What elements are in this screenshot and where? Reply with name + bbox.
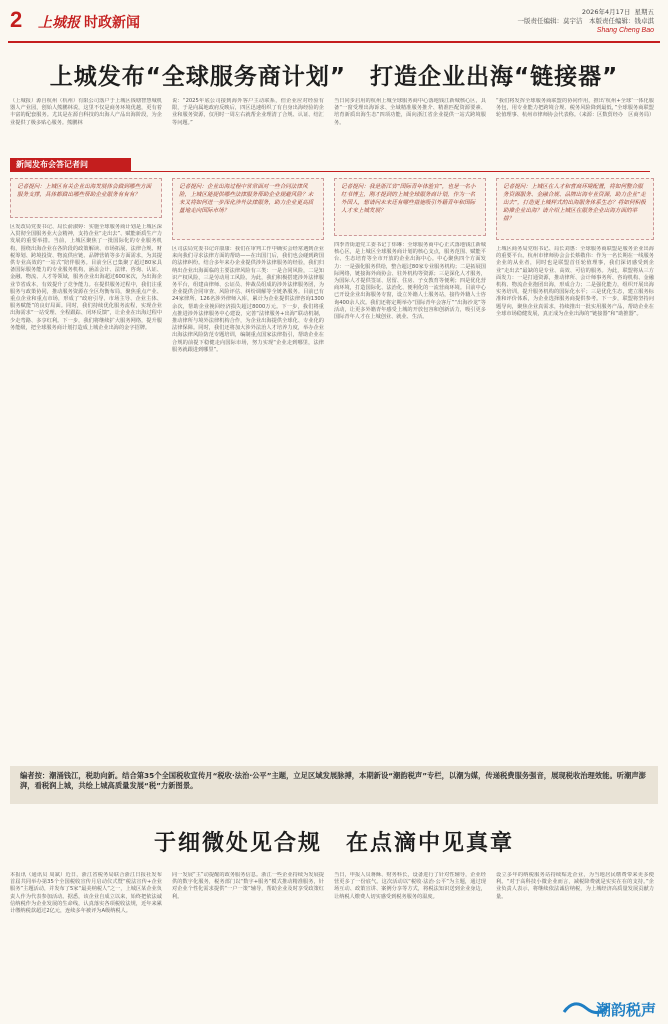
editor-note-banner: 编者按：潮涌钱江，税助向新。结合第35个全国税收宣传月“税收·法治·公平”主题，立足区域发展脉搏，本期新设“潮韵税声”专栏，以潮为媒，传递税费服务强音，展现税收治理效能。听潮声澎湃，看税润上城，共绘上城高质量发展“税”力新图景。 (10, 766, 658, 804)
lead-body-col-2: 说：“2025年底公司接到海外客户主动联系，但企业应对经验有限，于是向属地政府反映后，四区迅速组织了有自身出海经验的企业和服务资源，仅用时一周左右就帮企业理清了合规、认证、结汇等问题。” (172, 98, 324, 126)
bottom-body-col-1: 本报讯（通讯员 周斌）近日，浙江省税务局联合浙江日报社发布首届共同举办第35个全国税收宣传月启动仪式暨“税法宣传+企业服务”主题活动，并发布了5家“最美纳税人”之一，上城区某企业负责人作为代表参加活动。据悉，该企业自成立以来，始终把依法诚信纳税作为企业发展的生命线，认真落实各项税收法规，近年来累计缴纳税款超过2亿元，连续多年被评为A级纳税人。 (10, 872, 162, 915)
lead-body-col-4: “我们将发挥全球服务商联盟的协同作用，推出‘杭州+全球’一体化服务包，用专业能力把跨境合规、税务风险降到最低，”全球服务商联盟轮值理事、杭州市律师协会代表称。（来源：区数贸经办 区商务局） (496, 98, 654, 119)
page-number: 2 (10, 7, 23, 32)
bottom-body-col-3: 当日，申报人员蒋稣、财务科长，设备进行了针对性辅导，企业经营更多了一份底气。这次活动以“税收·法治·公平”为主题，通过现场互动、政策宣讲、案例分享等方式，将税法知识送到企业身边，让纳税人缴费人切实感受到税务服务的温度。 (334, 872, 486, 900)
masthead-rule (8, 41, 660, 43)
bottom-headline: 于细微处见合规 在点滴中见真章 (153, 831, 514, 856)
question-3: 记者提问：我是浙江省“国际青年体验官”，也是一名小红书博主，刚才提到的上城全球服务商计划，作为一名外国人，想请问未来还有哪些措施吸引外籍青年和国际人才来上城发展？ (334, 178, 486, 236)
column-logo (562, 994, 660, 1020)
editor-line: 一版责任编辑：莫宇洁 本版责任编辑：钱卓淇 (517, 17, 654, 25)
lead-headline: 上城发布“全球服务商计划” 打造企业出海“链接器” (49, 64, 619, 90)
question-2: 记者提问：企业出海过程中常常面对一些合同法律风险，上城区能提供哪些法律服务帮助企业规避风险？未来又将如何进一步深化涉外法律服务，助力企业更高质量地走向国际市场？ (172, 178, 324, 240)
paper-name: 上城报 (38, 15, 80, 31)
section-rule (10, 171, 650, 172)
lead-body-col-3: 当日同步启用的杭州上城全球服务商中心落地钱江新城核心区，具备“一窗受理出海诉求、全域精准服务推介、精准匹配资源要素、培育新质出海生态”四项功能，面向浙江省企业提供一站式跨境服务。 (334, 98, 486, 126)
section-name: 时政新闻 (84, 15, 140, 31)
answer-2: 区司法局党委书记许康康：我们在审判工作中确实会经常遇到企业来向我们寻求法律方面的帮助——在出国门后，我们也会碰到跨国的法律纠纷。结合多年来办企业提供涉外法律服务的经验，我们归纳出企业出海面临的主要法律风险有三类：一是合同风险，二是知识产权风险，三是劳动用工风险。为此，我们积极搭建涉外法律服务平台，组建由律师、公证员、仲裁员组成的涉外法律服务团，为企业提供合同审查、风险评估、纠纷调解等全链条服务。目前已有24家律所、126名涉外律师入库，累计为企业提供法律咨询1300余次，帮助企业挽回经济损失超过8000万元。下一步，我们将重点推进涉外法律服务中心建设，完善“法律服务+出海”联动机制，推动律所与境外法律机构合作，为企业出海提供全球化、专业化的法律保障。同时，我们还将加大涉外法治人才培养力度，举办企业出海法律风险防范专题培训，编制重点国家法律指引，帮助企业在合规的前提下稳健走向国际市场，努力实现“企业走到哪里，法律服务就跟进到哪里”。 (172, 246, 324, 353)
question-4: 记者提问：上城区在人才和营商环境配置，将如何整合服务资源服务、金融合规、品牌出海专业资源，助力企业“走出去”，打造更上城样式的出海服务体系生态？将如何积极助推企业出海？请介绍上城区在服务企业出海方面的举措？ (496, 178, 654, 240)
answer-3: 四季青街道党工委书记丁炜琳：全球服务商中心正式落地钱江新城核心区，是上城区全球服务商计划的核心支点，服务范围、赋能平台、生态培育等全市开放的企业出海中心。中心聚焦四个方面发力：一是强化服务供给，整合超过80家专业服务机构；二是拓展国际网络，链接海外商协会、驻外机构等资源；三是深化人才服务，为国际人才提供签证、居留、住房、子女教育等便利；四是优化营商环境，打造国际化、法治化、便利化的一流营商环境。目前中心已开设企业出海服务专窗，设立外籍人士服务站，接待外籍人士咨询400余人次。我们还将定期举办“国际青年会客厅”“出海沙龙”等活动，让更多外籍青年感受上城的开放包容和创新活力，吸引更多国际青年人才在上城创业、就业、生活。 (334, 242, 486, 321)
masthead-info (518, 8, 655, 35)
bottom-body-col-4: 设立多年的纳税服务站持续贴近企业，为当地居民缴费带来更多便利。“对于高科技小微企业而言，减税降费就是实实在在的支持。”企业负责人表示，将继续依法诚信纳税，为上城经济高质量发展贡献力量。 (496, 872, 654, 900)
answer-4: 上城区商务局党组书记、局长刘惠：全球服务商联盟是服务企业出海的重要平台。杭州市律师协会会长蔡敬伟：作为一名长期在一线服务企业的从业者，同时也是联盟首任轮值理事，我们深切感受到企业“走出去”最缺的是专业、高效、可信的服务。为此，联盟将从三方面发力：一是打通资源，推动律所、会计师事务所、咨询机构、金融机构、物流企业抱团出海，形成合力；二是强化能力，组织开展出海实务培训，提升服务机构的国际化水平；三是优化生态，建立服务标准和评价体系，为企业选择服务商提供参考。下一步，联盟将坚持问题导向，聚焦企业真需求，持续推出一批实用服务产品，帮助企业在全球市场稳健发展，真正成为企业出海的“链接器”和“助推器”。 (496, 246, 654, 317)
answer-1: 区发改局党委书记、局长俞淑婷：实施全球服务商计划是上城区深入贯彻全国服务业大会精神，支持企业“走出去”、赋能新质生产力发展的重要举措。当前，上城区聚焦了一批国际化的专业服务机构，围绕出海企业在各阶段的政策解读、市场拓展、法律合规、财税筹划、跨境投资、物流供应链、品牌营销等多方面需求，为其提供专业高效的“一站式”陪伴服务。目前全区已集聚了超过80家具备国际服务能力的专业服务机构，涵盖会计、法律、咨询、认证、金融、物流、人才等领域，服务企业出海超过600家次，为出海企业节省成本，有效提升了竞争能力。在提供服务过程中，我们注重服务与政策协同，推动服务资源在全区均衡布局，聚焦重点产业、重点企业和重点市场，形成了“政府引导、市场主导、企业主体、服务赋能”的良好局面。同时，我们持续优化服务流程，实现企业出海需求“一站受理、全程跟踪、闭环反馈”，让企业在出海过程中少走弯路、多享红利。下一步，我们将继续扩大服务网络，提升服务能级，把全球服务商计划打造成上城企业出海的金字招牌。 (10, 224, 162, 331)
issue-weekday: 星期五 (634, 8, 654, 16)
lead-body-col-1: （上城报）源自杭州（杭州）有限公司落户于上城区钱塘智慧城机器人产业园，创始人熊鹏林说，这里不仅是商务环境优越，更有着丰富的配套服务。尤其是在源自科技的出海人产品出海阶段，为企业提供了极多贴心服务。熊鹏林 (10, 98, 162, 126)
section-bar: 新闻发布会答记者问 (10, 158, 131, 172)
paper-pinyin: Shang Cheng Bao (596, 27, 654, 34)
issue-date: 2026年4月17日 (581, 8, 631, 16)
bottom-body-col-2: 同一发展“主”动提醒的政务服务信息。浙江一些企业持续为发展提供的数字化服务，税务部门以“数字+服务”模式推动精准服务，针对企业个性化需求提供“一户一策”辅导，帮助企业及时享受政策红利。 (172, 872, 324, 900)
question-1: 记者提问：上城区有关企业出海发展体会做到哪些方面服务支撑，具体都做出哪些帮助企业服务有有有？ (10, 178, 162, 218)
column-logo-text: 潮韵税声 (596, 1001, 657, 1019)
